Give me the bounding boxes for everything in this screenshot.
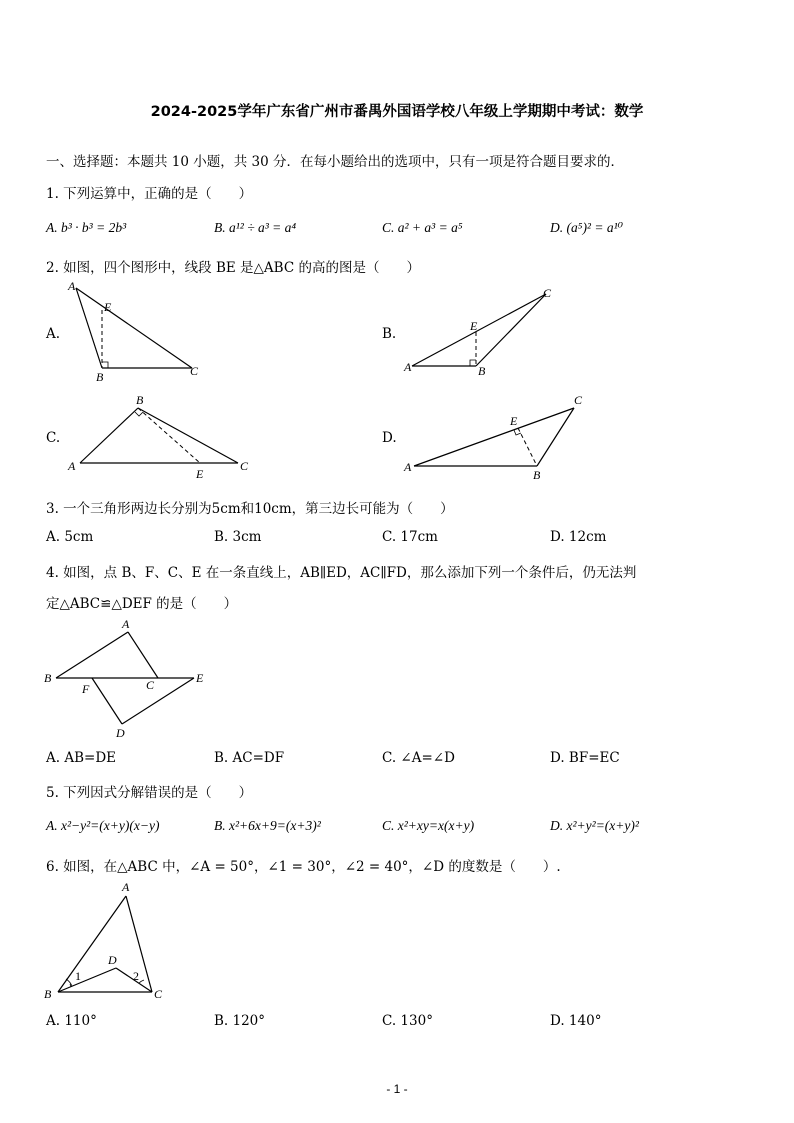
q2d-label-C: C: [574, 393, 583, 407]
q4-label-D: D: [116, 726, 125, 740]
q6-option-c: C. 130°: [382, 1013, 433, 1029]
q2d-label-E: E: [510, 414, 518, 428]
q3-option-a: A. 5cm: [46, 529, 94, 545]
q3-option-c: C. 17cm: [382, 529, 438, 545]
q2a-label-C: C: [190, 364, 199, 378]
q3-option-b: B. 3cm: [214, 529, 262, 545]
q4-stem-line2: 定△ABC≌△DEF 的是（ ）: [46, 596, 238, 612]
q6-option-b: B. 120°: [214, 1013, 266, 1029]
q6-label-C: C: [154, 987, 163, 1001]
q4-label-C: C: [146, 678, 155, 692]
q6-figure: [40, 876, 175, 1006]
q6-option-d: D. 140°: [550, 1013, 602, 1029]
q6-label-B: B: [44, 987, 52, 1001]
q2c-label-C: C: [240, 459, 249, 473]
q1-option-c: C. a² + a³ = a⁵: [382, 220, 463, 235]
q2-figure-c: [64, 390, 259, 482]
q2c-label-E: E: [196, 467, 204, 481]
q4-option-c: C. ∠A=∠D: [382, 750, 455, 766]
q1-option-b: B. a¹² ÷ a³ = a⁴: [214, 220, 297, 235]
q2d-label-B: B: [533, 468, 541, 482]
q6-stem: 6. 如图，在△ABC 中，∠A = 50°，∠1 = 30°，∠2 = 40°，∠D 的度数是（ ）.: [46, 859, 561, 875]
q5-option-c: C. x²+xy=x(x+y): [382, 818, 475, 833]
q2c-label-A: A: [68, 459, 76, 473]
q2b-label-E: E: [470, 319, 478, 333]
q2a-label-E: E: [104, 300, 112, 314]
q1-option-d: D. (a⁵)² = a¹⁰: [550, 220, 624, 235]
q6-option-a: A. 110°: [46, 1013, 97, 1029]
q4-label-E: E: [196, 671, 204, 685]
q4-option-a: A. AB=DE: [46, 750, 116, 766]
q4-label-F: F: [82, 682, 90, 696]
q4-option-d: D. BF=EC: [550, 750, 620, 766]
q2-option-b-label: B.: [382, 326, 397, 342]
q5-stem: 5. 下列因式分解错误的是（ ）: [46, 785, 253, 801]
q6-label-angle1: 1: [75, 969, 81, 983]
q2b-label-C: C: [543, 286, 552, 300]
q2d-label-A: A: [404, 460, 412, 474]
q2a-label-B: B: [96, 370, 104, 384]
q2a-label-A: A: [68, 280, 76, 293]
q2-figure-a: [56, 280, 216, 385]
page-title: 2024-2025学年广东省广州市番禺外国语学校八年级上学期期中考试：数学: [150, 104, 644, 120]
q2-figure-d: [400, 390, 595, 482]
q4-stem-line1: 4. 如图，点 B、F、C、E 在一条直线上，AB∥ED，AC∥FD，那么添加下列一个条件后，仍无法判: [46, 565, 637, 581]
q1-option-a: A. b³ · b³ = 2b³: [46, 220, 127, 235]
q6-label-D: D: [108, 953, 117, 967]
q5-option-b: B. x²+6x+9=(x+3)²: [214, 818, 321, 833]
q2-stem: 2. 如图，四个图形中，线段 BE 是△ABC 的高的图是（ ）: [46, 260, 420, 276]
q2b-label-B: B: [478, 364, 486, 377]
q3-option-d: D. 12cm: [550, 529, 607, 545]
q5-option-a: A. x²−y²=(x+y)(x−y): [46, 818, 160, 833]
q2-figure-b: [400, 282, 565, 377]
page-number: - 1 -: [386, 1082, 408, 1096]
q2-option-d-label: D.: [382, 430, 397, 446]
q6-label-angle2: 2: [133, 969, 139, 983]
q4-label-B: B: [44, 671, 52, 685]
q4-label-A: A: [122, 617, 130, 631]
q2b-label-A: A: [404, 360, 412, 374]
q1-stem: 1. 下列运算中，正确的是（ ）: [46, 186, 253, 202]
q2c-label-B: B: [136, 393, 144, 407]
q4-option-b: B. AC=DF: [214, 750, 285, 766]
section-heading: 一、选择题：本题共 10 小题，共 30 分．在每小题给出的选项中，只有一项是符合题目要求的．: [46, 154, 625, 170]
q4-figure: [40, 616, 215, 741]
q6-label-A: A: [122, 880, 130, 894]
q3-stem: 3. 一个三角形两边长分别为5cm和10cm，第三边长可能为（ ）: [46, 501, 454, 517]
q5-option-d: D. x²+y²=(x+y)²: [550, 818, 639, 833]
q2-option-c-label: C.: [46, 430, 61, 446]
q2-option-a-label: A.: [46, 326, 61, 342]
